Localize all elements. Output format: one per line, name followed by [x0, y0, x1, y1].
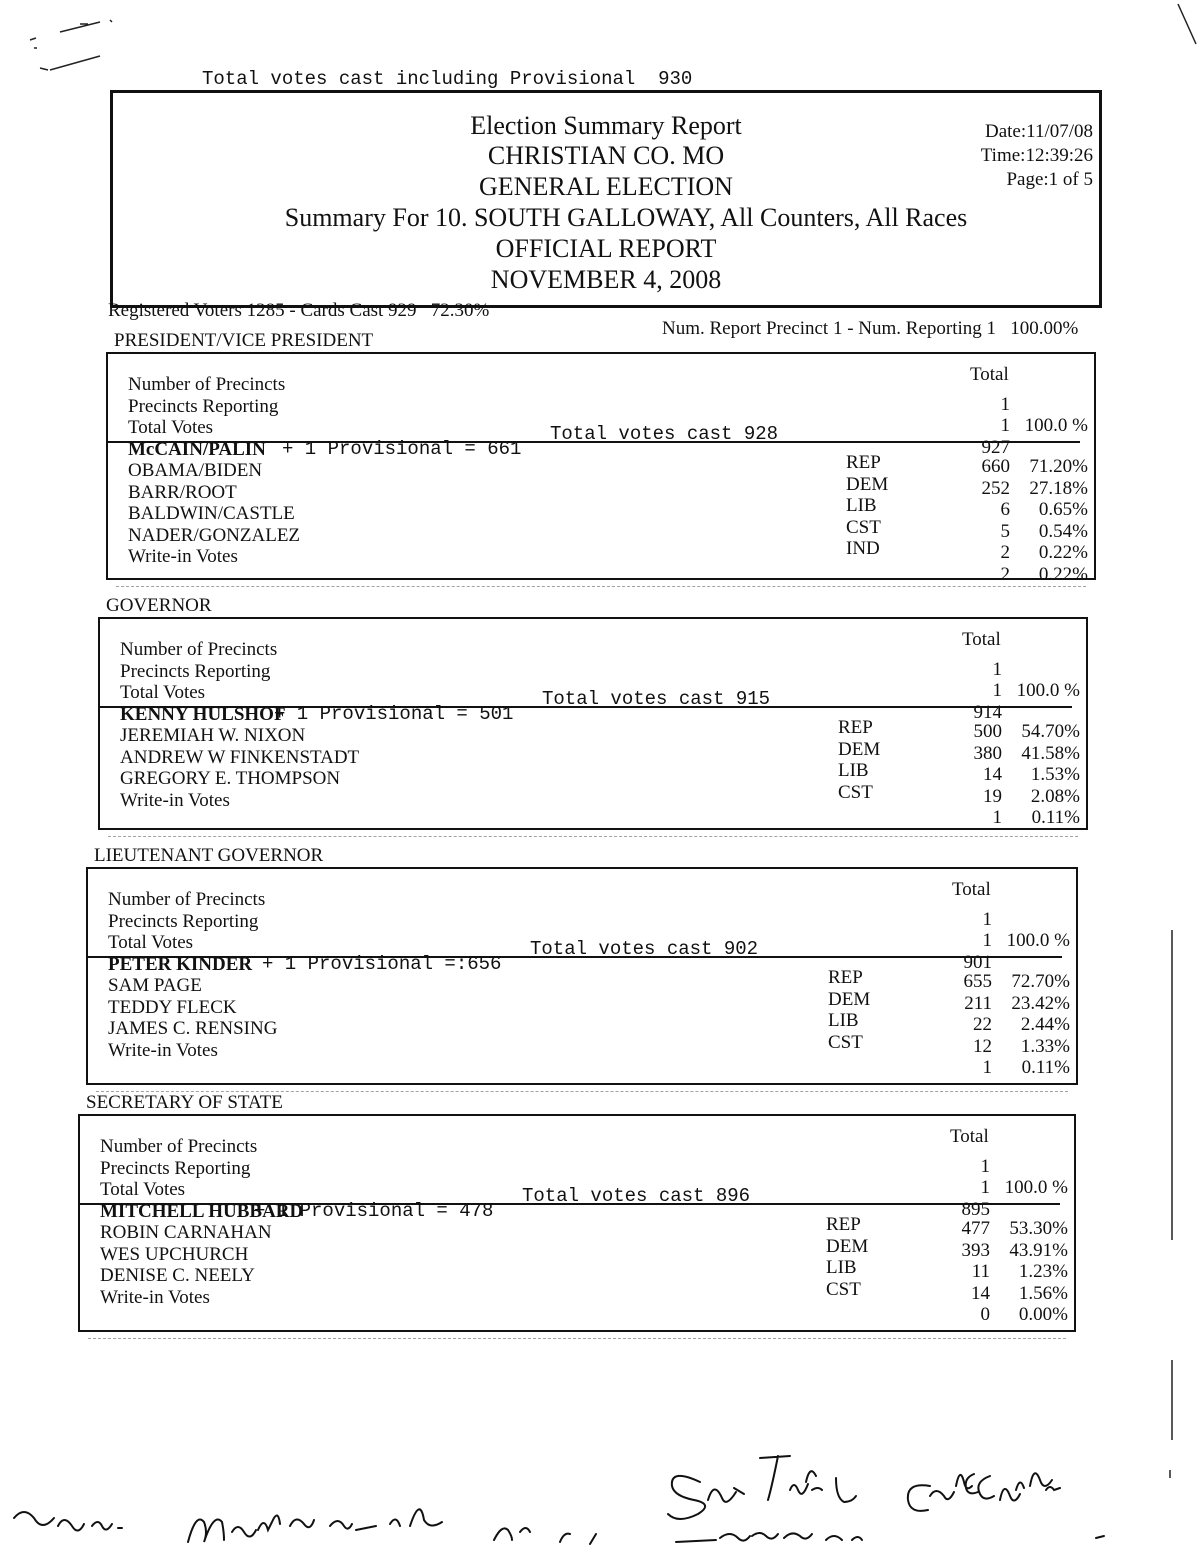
- candidate-name: SAM PAGE: [108, 975, 202, 996]
- race-title: SECRETARY OF STATE: [86, 1092, 283, 1113]
- candidate-votes: 22: [973, 1014, 992, 1035]
- scan-marks: [20, 10, 140, 100]
- leading-candidate: McCAIN/PALIN: [128, 438, 266, 460]
- candidate-votes: 500: [973, 721, 1002, 742]
- candidate-name: OBAMA/BIDEN: [128, 460, 263, 481]
- candidate-party: DEM: [828, 988, 871, 1010]
- candidate-name: Write-in Votes: [120, 789, 230, 811]
- stat-label: Precincts Reporting: [100, 1157, 251, 1179]
- typed-total-votes: Total votes cast 928: [550, 423, 779, 445]
- leading-candidate: KENNY HULSHOF: [120, 703, 286, 725]
- candidate-pct: 1.53%: [1030, 764, 1080, 785]
- candidate-pct: 27.18%: [1029, 477, 1088, 499]
- report-time: Time:12:39:26: [980, 145, 1093, 166]
- candidate-pct: 0.00%: [1018, 1304, 1068, 1325]
- stat-value: 1: [1000, 415, 1010, 436]
- stat-value: 1: [1000, 393, 1010, 415]
- official-report: OFFICIAL REPORT: [495, 234, 717, 263]
- stat-label: Precincts Reporting: [108, 910, 259, 932]
- candidate-name: JAMES C. RENSING: [108, 1018, 278, 1039]
- stat-value: 927: [981, 436, 1010, 458]
- stat-pct: 100.0 %: [1016, 680, 1080, 701]
- registered-voters: [108, 300, 489, 322]
- provisional-note: + 1 Provisional = 501: [274, 702, 514, 725]
- total-votes-note-label: Total votes cast including Provisional: [202, 68, 636, 90]
- candidate-pct: 1.23%: [1018, 1261, 1068, 1282]
- precinct-reporting-pct: 100.00%: [1010, 318, 1079, 339]
- candidate-votes: 477: [961, 1218, 990, 1239]
- candidate-votes: 655: [963, 971, 992, 992]
- stat-label: Number of Precincts: [120, 639, 278, 660]
- candidate-party: CST: [826, 1278, 861, 1300]
- total-header: Total: [970, 364, 1009, 385]
- candidate-name: ANDREW W FINKENSTADT: [120, 746, 360, 768]
- stat-label: Total Votes: [100, 1179, 186, 1200]
- typed-total-votes: Total votes cast 902: [530, 938, 759, 960]
- scan-noise: [108, 836, 1078, 837]
- total-header: Total: [952, 879, 991, 900]
- summary-line: Summary For 10. SOUTH GALLOWAY, All Counters, All Races: [284, 203, 968, 232]
- candidate-party: IND: [846, 538, 880, 559]
- stat-label: Precincts Reporting: [120, 660, 271, 682]
- total-header: Total: [962, 629, 1001, 650]
- candidate-party: LIB: [846, 495, 877, 516]
- total-votes-note-value: 930: [658, 68, 693, 90]
- candidate-votes: 211: [964, 992, 992, 1014]
- candidate-party: DEM: [838, 738, 881, 760]
- stat-pct: 100.0 %: [1024, 415, 1088, 436]
- stat-label: Number of Precincts: [128, 374, 286, 395]
- candidate-party: REP: [846, 452, 881, 473]
- candidate-votes: 1: [982, 1057, 992, 1078]
- candidate-pct: 72.70%: [1011, 971, 1070, 992]
- candidate-party: LIB: [838, 760, 869, 781]
- typed-total-votes: Total votes cast 896: [522, 1185, 751, 1207]
- candidate-party: DEM: [826, 1235, 869, 1257]
- candidate-votes: 380: [973, 742, 1002, 764]
- report-date: Date:11/07/08: [985, 121, 1093, 142]
- candidate-pct: 1.56%: [1018, 1282, 1068, 1304]
- candidate-pct: 0.11%: [1021, 1057, 1070, 1078]
- candidate-pct: 23.42%: [1011, 992, 1070, 1014]
- candidate-votes: 5: [1000, 520, 1010, 542]
- race-title: GOVERNOR: [106, 595, 212, 616]
- stat-label: Precincts Reporting: [128, 395, 279, 417]
- candidate-party: CST: [846, 516, 881, 538]
- report-title: Election Summary Report: [470, 111, 742, 140]
- candidate-name: WES UPCHURCH: [100, 1243, 249, 1265]
- scan-noise: [88, 1338, 1066, 1339]
- candidate-votes: 2: [1000, 563, 1010, 585]
- candidate-party: LIB: [828, 1010, 859, 1031]
- signatures: [0, 1430, 1200, 1565]
- total-votes-note: [202, 68, 692, 90]
- scan-edge-marks: [1160, 0, 1200, 1565]
- candidate-votes: 1: [992, 807, 1002, 828]
- provisional-note: + 1 Provisional = 661: [282, 437, 522, 460]
- report-page: Page:1 of 5: [1006, 169, 1093, 190]
- candidate-votes: 6: [1000, 499, 1010, 520]
- stat-value: 895: [961, 1198, 990, 1220]
- county-name: CHRISTIAN CO. MO: [487, 141, 725, 170]
- candidate-name: Write-in Votes: [128, 546, 238, 567]
- candidate-votes: 19: [983, 785, 1002, 807]
- election-type: GENERAL ELECTION: [479, 172, 733, 201]
- candidate-pct: 0.11%: [1031, 807, 1080, 828]
- candidate-party: LIB: [826, 1257, 857, 1278]
- race-title: LIEUTENANT GOVERNOR: [94, 845, 324, 866]
- registered-voters-pct: 72.30%: [430, 300, 490, 321]
- scan-noise: [116, 586, 1086, 587]
- candidate-party: DEM: [846, 473, 889, 495]
- candidate-name: BARR/ROOT: [128, 481, 237, 503]
- registered-voters-text: Registered Voters 1285 - Cards Cast 929: [108, 300, 417, 321]
- stat-label: Total Votes: [120, 682, 206, 703]
- candidate-name: GREGORY E. THOMPSON: [120, 768, 341, 789]
- stat-label: Total Votes: [128, 417, 214, 438]
- candidate-pct: 2.44%: [1020, 1014, 1070, 1035]
- candidate-name: TEDDY FLECK: [108, 996, 237, 1018]
- leading-candidate: MITCHELL HUBBARD: [100, 1200, 304, 1222]
- candidate-party: CST: [828, 1031, 863, 1053]
- candidate-name: NADER/GONZALEZ: [128, 524, 301, 546]
- stat-value: 1: [980, 1177, 990, 1198]
- candidate-pct: 54.70%: [1021, 721, 1080, 742]
- stat-value: 1: [992, 658, 1002, 680]
- candidate-pct: 71.20%: [1029, 456, 1088, 477]
- candidate-name: DENISE C. NEELY: [100, 1265, 255, 1286]
- stat-value: 1: [980, 1155, 990, 1177]
- stat-pct: 100.0 %: [1006, 930, 1070, 951]
- precinct-reporting: [662, 318, 1078, 340]
- stat-label: Number of Precincts: [108, 889, 266, 910]
- precinct-reporting-text: Num. Report Precinct 1 - Num. Reporting 1: [662, 318, 997, 339]
- provisional-note: + 1 Provisional =:656: [262, 952, 502, 975]
- candidate-votes: 11: [971, 1261, 990, 1282]
- total-header: Total: [950, 1126, 989, 1147]
- candidate-party: REP: [828, 967, 863, 988]
- candidate-party: REP: [838, 717, 873, 738]
- race-title: PRESIDENT/VICE PRESIDENT: [114, 330, 374, 351]
- candidate-pct: 1.33%: [1020, 1035, 1070, 1057]
- stat-value: 1: [992, 680, 1002, 701]
- candidate-name: BALDWIN/CASTLE: [128, 503, 295, 524]
- candidate-pct: 0.54%: [1038, 520, 1088, 542]
- stat-value: 1: [982, 930, 992, 951]
- stat-value: 914: [973, 701, 1002, 723]
- candidate-votes: 12: [973, 1035, 992, 1057]
- candidate-pct: 53.30%: [1009, 1218, 1068, 1239]
- stat-label: Total Votes: [108, 932, 194, 953]
- candidate-votes: 393: [961, 1239, 990, 1261]
- stat-label: Number of Precincts: [100, 1136, 258, 1157]
- candidate-party: REP: [826, 1214, 861, 1235]
- candidate-votes: 660: [981, 456, 1010, 477]
- candidate-pct: 0.22%: [1038, 563, 1088, 585]
- candidate-pct: 43.91%: [1009, 1239, 1068, 1261]
- candidate-votes: 2: [1000, 542, 1010, 563]
- candidate-votes: 14: [971, 1282, 990, 1304]
- candidate-votes: 252: [981, 477, 1010, 499]
- provisional-note: + 1 Provisional = 478: [254, 1199, 494, 1222]
- candidate-name: Write-in Votes: [100, 1286, 210, 1308]
- election-date: NOVEMBER 4, 2008: [490, 265, 722, 294]
- candidate-pct: 0.65%: [1038, 499, 1088, 520]
- report-header: [110, 90, 1102, 308]
- stat-pct: 100.0 %: [1004, 1177, 1068, 1198]
- candidate-pct: 0.22%: [1038, 542, 1088, 563]
- typed-total-votes: Total votes cast 915: [542, 688, 771, 710]
- leading-candidate: PETER KINDER: [108, 953, 253, 975]
- candidate-name: ROBIN CARNAHAN: [100, 1222, 272, 1243]
- candidate-pct: 2.08%: [1030, 785, 1080, 807]
- candidate-name: Write-in Votes: [108, 1039, 218, 1061]
- candidate-votes: 14: [983, 764, 1002, 785]
- stat-value: 1: [982, 908, 992, 930]
- stat-value: 901: [963, 951, 992, 973]
- candidate-pct: 41.58%: [1021, 742, 1080, 764]
- candidate-name: JEREMIAH W. NIXON: [120, 725, 306, 746]
- candidate-party: CST: [838, 781, 873, 803]
- candidate-votes: 0: [980, 1304, 990, 1325]
